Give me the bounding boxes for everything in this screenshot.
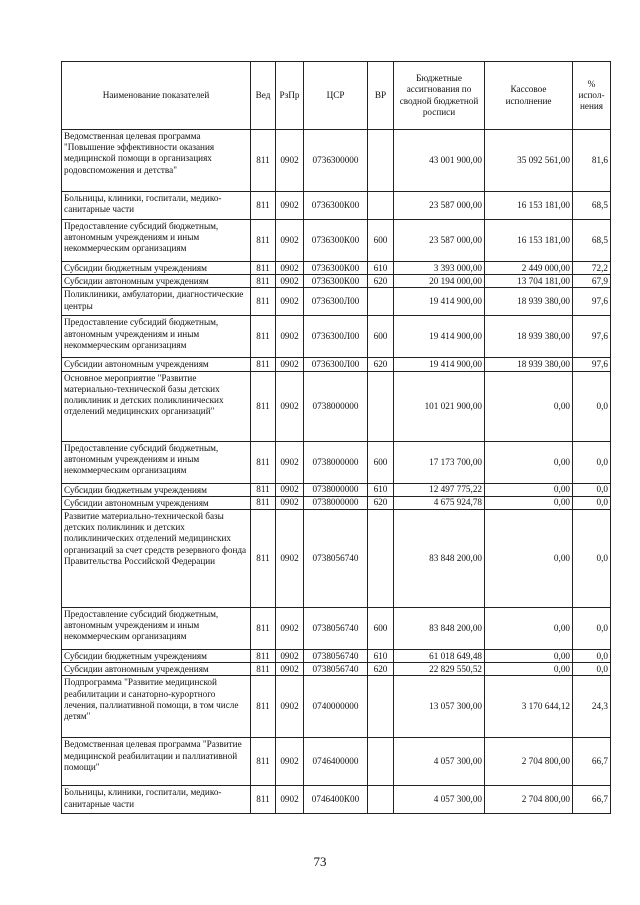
cell-budget: 22 829 550,52 xyxy=(394,663,485,676)
cell-rzpr: 0902 xyxy=(276,650,304,663)
cell-name: Предоставление субсидий бюджетным, автономным учреждениям и иным некоммерческим организациям xyxy=(62,316,251,358)
cell-name: Субсидии автономным учреждениям xyxy=(62,358,251,371)
cell-cash: 0,00 xyxy=(485,650,573,663)
cell-ved: 811 xyxy=(251,676,276,738)
cell-name: Больницы, клиники, госпитали, медико-санитарные части xyxy=(62,786,251,814)
cell-csr: 0736300К00 xyxy=(304,220,368,262)
cell-ved: 811 xyxy=(251,275,276,288)
cell-cash: 13 704 181,00 xyxy=(485,275,573,288)
header-rzpr: РзПр xyxy=(276,62,304,130)
cell-rzpr: 0902 xyxy=(276,130,304,192)
cell-vr: 600 xyxy=(368,608,394,650)
cell-cash: 3 170 644,12 xyxy=(485,676,573,738)
table-row xyxy=(62,663,611,676)
table-row xyxy=(62,358,611,371)
cell-rzpr: 0902 xyxy=(276,275,304,288)
cell-rzpr: 0902 xyxy=(276,510,304,608)
cell-rzpr: 0902 xyxy=(276,786,304,814)
table-row xyxy=(62,275,611,288)
cell-name: Подпрограмма "Развитие медицинской реабилитации и санаторно-курортного лечения, паллиативной помощи, в том числе детям" xyxy=(62,676,251,738)
cell-csr: 0738000000 xyxy=(304,483,368,496)
cell-ved: 811 xyxy=(251,371,276,441)
cell-percent: 24,3 xyxy=(573,676,611,738)
cell-vr: 600 xyxy=(368,220,394,262)
cell-csr: 0736300Л00 xyxy=(304,358,368,371)
cell-name: Субсидии бюджетным учреждениям xyxy=(62,650,251,663)
cell-budget: 19 414 900,00 xyxy=(394,288,485,316)
cell-rzpr: 0902 xyxy=(276,262,304,275)
header-name: Наименование показателей xyxy=(62,62,251,130)
cell-rzpr: 0902 xyxy=(276,316,304,358)
table-row xyxy=(62,130,611,192)
cell-vr xyxy=(368,738,394,786)
cell-cash: 2 704 800,00 xyxy=(485,786,573,814)
cell-rzpr: 0902 xyxy=(276,371,304,441)
cell-budget: 23 587 000,00 xyxy=(394,220,485,262)
cell-name: Ведомственная целевая программа "Повышение эффективности оказания медицинской помощи в организациях родовспоможения и детства" xyxy=(62,130,251,192)
cell-ved: 811 xyxy=(251,220,276,262)
cell-cash: 35 092 561,00 xyxy=(485,130,573,192)
cell-cash: 2 449 000,00 xyxy=(485,262,573,275)
cell-percent: 67,9 xyxy=(573,275,611,288)
cell-rzpr: 0902 xyxy=(276,192,304,220)
cell-cash: 0,00 xyxy=(485,663,573,676)
cell-csr: 0740000000 xyxy=(304,676,368,738)
cell-vr xyxy=(368,676,394,738)
cell-vr: 600 xyxy=(368,316,394,358)
cell-budget: 43 001 900,00 xyxy=(394,130,485,192)
cell-budget: 12 497 775,22 xyxy=(394,483,485,496)
cell-rzpr: 0902 xyxy=(276,676,304,738)
cell-percent: 81,6 xyxy=(573,130,611,192)
cell-name: Ведомственная целевая программа "Развитие медицинской реабилитации и паллиативной помощи" xyxy=(62,738,251,786)
cell-csr: 0738056740 xyxy=(304,650,368,663)
table-header-row xyxy=(62,62,611,130)
cell-rzpr: 0902 xyxy=(276,288,304,316)
cell-budget: 4 057 300,00 xyxy=(394,738,485,786)
cell-ved: 811 xyxy=(251,650,276,663)
budget-execution-table xyxy=(61,61,611,814)
cell-rzpr: 0902 xyxy=(276,483,304,496)
cell-csr: 0736300К00 xyxy=(304,192,368,220)
cell-percent: 0,0 xyxy=(573,510,611,608)
table-row xyxy=(62,510,611,608)
cell-percent: 97,6 xyxy=(573,358,611,371)
cell-csr: 0738000000 xyxy=(304,496,368,509)
table-row xyxy=(62,738,611,786)
cell-budget: 20 194 000,00 xyxy=(394,275,485,288)
table-row xyxy=(62,786,611,814)
cell-cash: 0,00 xyxy=(485,441,573,483)
cell-percent: 97,6 xyxy=(573,316,611,358)
cell-name: Основное мероприятие "Развитие материально-технической базы детских поликлиник и детских поликлинических отделений медицинских организаций" xyxy=(62,371,251,441)
cell-budget: 101 021 900,00 xyxy=(394,371,485,441)
cell-ved: 811 xyxy=(251,738,276,786)
cell-name: Поликлиники, амбулатории, диагностические центры xyxy=(62,288,251,316)
table-row xyxy=(62,483,611,496)
cell-rzpr: 0902 xyxy=(276,358,304,371)
cell-percent: 68,5 xyxy=(573,192,611,220)
cell-percent: 66,7 xyxy=(573,786,611,814)
cell-vr: 600 xyxy=(368,441,394,483)
cell-budget: 19 414 900,00 xyxy=(394,316,485,358)
cell-csr: 0738000000 xyxy=(304,371,368,441)
cell-cash: 18 939 380,00 xyxy=(485,316,573,358)
cell-budget: 83 848 200,00 xyxy=(394,608,485,650)
cell-budget: 17 173 700,00 xyxy=(394,441,485,483)
cell-vr xyxy=(368,130,394,192)
cell-rzpr: 0902 xyxy=(276,738,304,786)
cell-csr: 0736300000 xyxy=(304,130,368,192)
cell-cash: 18 939 380,00 xyxy=(485,358,573,371)
cell-budget: 4 057 300,00 xyxy=(394,786,485,814)
cell-cash: 0,00 xyxy=(485,510,573,608)
cell-vr xyxy=(368,510,394,608)
table-row xyxy=(62,608,611,650)
cell-rzpr: 0902 xyxy=(276,220,304,262)
cell-cash: 16 153 181,00 xyxy=(485,220,573,262)
cell-csr: 0738056740 xyxy=(304,510,368,608)
cell-vr: 610 xyxy=(368,483,394,496)
table-row xyxy=(62,676,611,738)
cell-budget: 23 587 000,00 xyxy=(394,192,485,220)
cell-csr: 0746400К00 xyxy=(304,786,368,814)
cell-percent: 0,0 xyxy=(573,608,611,650)
cell-budget: 61 018 649,48 xyxy=(394,650,485,663)
table-row xyxy=(62,316,611,358)
cell-percent: 0,0 xyxy=(573,483,611,496)
cell-ved: 811 xyxy=(251,288,276,316)
cell-rzpr: 0902 xyxy=(276,663,304,676)
cell-ved: 811 xyxy=(251,130,276,192)
cell-cash: 0,00 xyxy=(485,483,573,496)
cell-percent: 68,5 xyxy=(573,220,611,262)
cell-ved: 811 xyxy=(251,192,276,220)
cell-csr: 0738056740 xyxy=(304,663,368,676)
cell-ved: 811 xyxy=(251,608,276,650)
cell-vr xyxy=(368,371,394,441)
table-row xyxy=(62,262,611,275)
cell-name: Предоставление субсидий бюджетным, автономным учреждениям и иным некоммерческим организациям xyxy=(62,608,251,650)
cell-name: Субсидии бюджетным учреждениям xyxy=(62,262,251,275)
cell-name: Субсидии автономным учреждениям xyxy=(62,275,251,288)
cell-name: Субсидии автономным учреждениям xyxy=(62,496,251,509)
cell-ved: 811 xyxy=(251,496,276,509)
table-row xyxy=(62,650,611,663)
cell-cash: 0,00 xyxy=(485,371,573,441)
cell-name: Субсидии бюджетным учреждениям xyxy=(62,483,251,496)
cell-ved: 811 xyxy=(251,510,276,608)
cell-percent: 0,0 xyxy=(573,650,611,663)
cell-ved: 811 xyxy=(251,483,276,496)
cell-vr xyxy=(368,192,394,220)
table-row xyxy=(62,220,611,262)
cell-cash: 0,00 xyxy=(485,496,573,509)
cell-vr: 620 xyxy=(368,358,394,371)
cell-vr: 610 xyxy=(368,650,394,663)
cell-ved: 811 xyxy=(251,316,276,358)
cell-cash: 2 704 800,00 xyxy=(485,738,573,786)
header-csr: ЦСР xyxy=(304,62,368,130)
cell-percent: 0,0 xyxy=(573,496,611,509)
header-ved: Вед xyxy=(251,62,276,130)
cell-budget: 83 848 200,00 xyxy=(394,510,485,608)
cell-csr: 0738056740 xyxy=(304,608,368,650)
cell-rzpr: 0902 xyxy=(276,496,304,509)
cell-vr: 610 xyxy=(368,262,394,275)
cell-vr xyxy=(368,786,394,814)
cell-percent: 97,6 xyxy=(573,288,611,316)
cell-vr: 620 xyxy=(368,663,394,676)
table-row xyxy=(62,192,611,220)
cell-ved: 811 xyxy=(251,441,276,483)
cell-ved: 811 xyxy=(251,786,276,814)
cell-name: Предоставление субсидий бюджетным, автономным учреждениям и иным некоммерческим организациям xyxy=(62,441,251,483)
cell-cash: 16 153 181,00 xyxy=(485,192,573,220)
cell-name: Больницы, клиники, госпитали, медико-санитарные части xyxy=(62,192,251,220)
cell-csr: 0736300Л00 xyxy=(304,288,368,316)
table-row xyxy=(62,371,611,441)
cell-csr: 0746400000 xyxy=(304,738,368,786)
cell-csr: 0738000000 xyxy=(304,441,368,483)
cell-vr xyxy=(368,288,394,316)
cell-budget: 19 414 900,00 xyxy=(394,358,485,371)
cell-percent: 0,0 xyxy=(573,663,611,676)
cell-ved: 811 xyxy=(251,663,276,676)
header-percent: % испол-нения xyxy=(573,62,611,130)
cell-name: Субсидии автономным учреждениям xyxy=(62,663,251,676)
cell-rzpr: 0902 xyxy=(276,608,304,650)
cell-percent: 72,2 xyxy=(573,262,611,275)
table-body xyxy=(62,130,611,814)
cell-budget: 13 057 300,00 xyxy=(394,676,485,738)
cell-percent: 0,0 xyxy=(573,441,611,483)
header-vr: ВР xyxy=(368,62,394,130)
cell-rzpr: 0902 xyxy=(276,441,304,483)
cell-cash: 18 939 380,00 xyxy=(485,288,573,316)
header-budget: Бюджетные ассигнования по сводной бюджетной росписи xyxy=(394,62,485,130)
cell-budget: 3 393 000,00 xyxy=(394,262,485,275)
cell-percent: 0,0 xyxy=(573,371,611,441)
table-row xyxy=(62,288,611,316)
cell-csr: 0736300К00 xyxy=(304,262,368,275)
cell-budget: 4 675 924,78 xyxy=(394,496,485,509)
table-row xyxy=(62,441,611,483)
header-cash: Кассовое исполнение xyxy=(485,62,573,130)
cell-name: Развитие материально-технической базы детских поликлиник и детских поликлинических отделений медицинских организаций за счет средств резервного фонда Правительства Российской Федерации xyxy=(62,510,251,608)
cell-csr: 0736300К00 xyxy=(304,275,368,288)
cell-vr: 620 xyxy=(368,275,394,288)
cell-ved: 811 xyxy=(251,262,276,275)
cell-ved: 811 xyxy=(251,358,276,371)
cell-cash: 0,00 xyxy=(485,608,573,650)
cell-vr: 620 xyxy=(368,496,394,509)
page-number: 73 xyxy=(313,854,327,869)
table-row xyxy=(62,496,611,509)
cell-csr: 0736300Л00 xyxy=(304,316,368,358)
cell-percent: 66,7 xyxy=(573,738,611,786)
cell-name: Предоставление субсидий бюджетным, автономным учреждениям и иным некоммерческим организациям xyxy=(62,220,251,262)
